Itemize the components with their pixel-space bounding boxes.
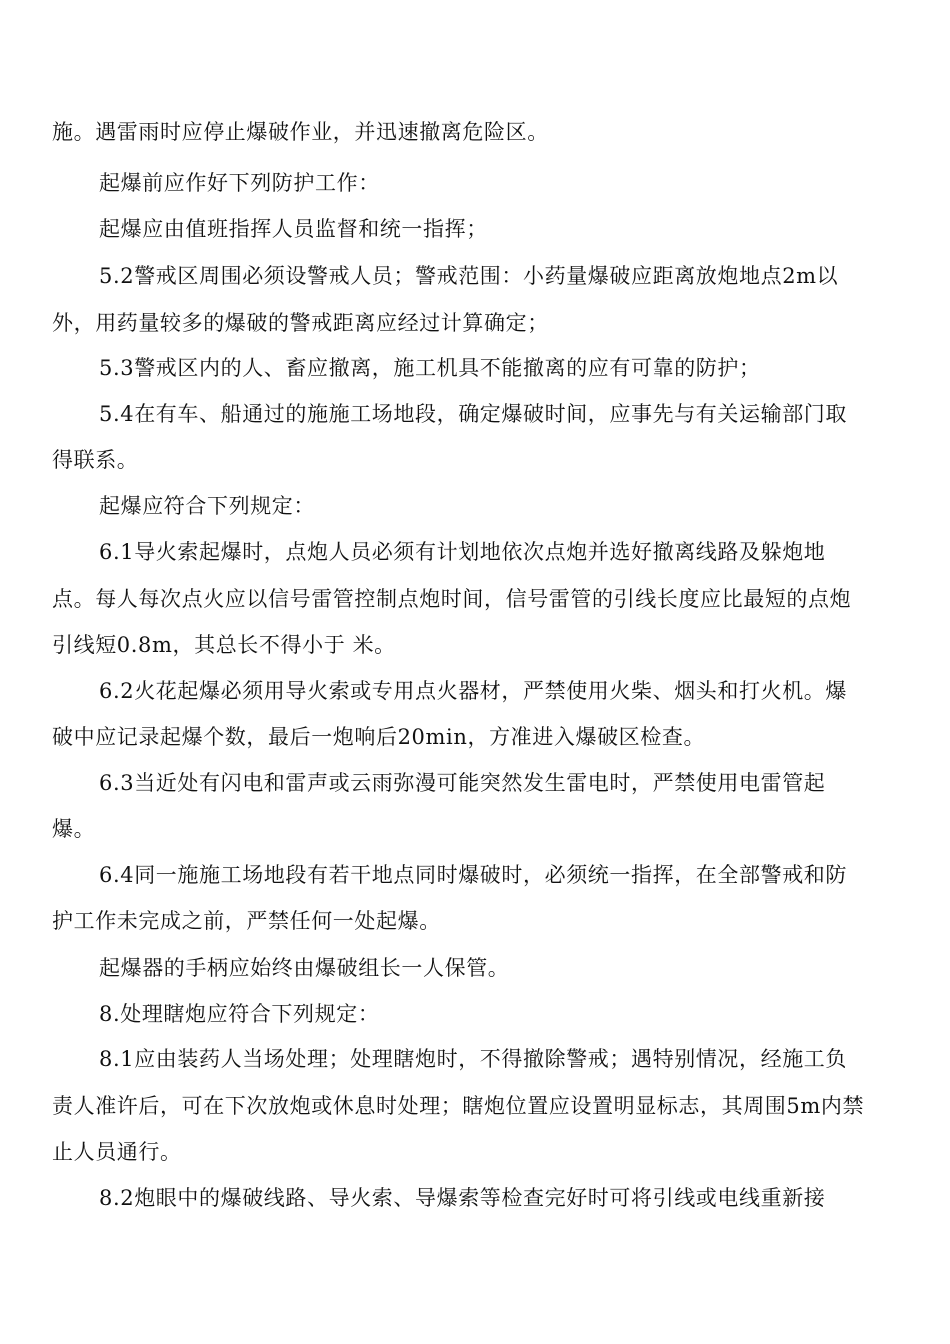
text-line: 引线短0.8m，其总长不得小于 米。 bbox=[52, 633, 396, 657]
text-line: 破中应记录起爆个数，最后一炮响后20min，方准进入爆破区检查。 bbox=[52, 725, 706, 749]
text-line: 起爆应由值班指挥人员监督和统一指挥； bbox=[99, 217, 488, 241]
text-line: 止人员通行。 bbox=[52, 1140, 182, 1164]
text-line: 6.3当近处有闪电和雷声或云雨弥漫可能突然发生雷电时，严禁使用电雷管起 bbox=[99, 771, 826, 795]
text-line: 5.4在有车、船通过的施施工场地段，确定爆破时间，应事先与有关运输部门取 bbox=[99, 402, 847, 426]
text-line: 6.4同一施施工场地段有若干地点同时爆破时，必须统一指挥，在全部警戒和防 bbox=[99, 863, 847, 887]
text-line: 5.2警戒区周围必须设警戒人员；警戒范围：小药量爆破应距离放炮地点2m以 bbox=[99, 264, 839, 288]
text-line: 8.2炮眼中的爆破线路、导火索、导爆索等检查完好时可将引线或电线重新接 bbox=[99, 1186, 826, 1210]
text-line: 外，用药量较多的爆破的警戒距离应经过计算确定； bbox=[52, 311, 549, 335]
text-line: 8.1应由装药人当场处理；处理瞎炮时，不得撤除警戒；遇特别情况，经施工负 bbox=[99, 1047, 847, 1071]
text-line: 爆。 bbox=[52, 817, 96, 841]
text-line: 5.3警戒区内的人、畜应撤离，施工机具不能撤离的应有可靠的防护； bbox=[99, 356, 761, 380]
text-line: 施。遇雷雨时应停止爆破作业，并迅速撤离危险区。 bbox=[52, 120, 549, 144]
text-line: 起爆应符合下列规定： bbox=[99, 494, 315, 518]
text-line: 6.2火花起爆必须用导火索或专用点火器材，严禁使用火柴、烟头和打火机。爆 bbox=[99, 679, 847, 703]
text-line: 8.处理瞎炮应符合下列规定： bbox=[99, 1002, 380, 1026]
text-line: 6.1导火索起爆时，点炮人员必须有计划地依次点炮并选好撤离线路及躲炮地 bbox=[99, 540, 826, 564]
text-line: 责人准许后，可在下次放炮或休息时处理；瞎炮位置应设置明显标志，其周围5m内禁 bbox=[52, 1094, 865, 1118]
text-line: 起爆前应作好下列防护工作： bbox=[99, 171, 380, 195]
text-line: 护工作未完成之前，严禁任何一处起爆。 bbox=[52, 909, 441, 933]
text-line: 得联系。 bbox=[52, 448, 139, 472]
text-line: 点。每人每次点火应以信号雷管控制点炮时间，信号雷管的引线长度应比最短的点炮 bbox=[52, 587, 852, 611]
text-line: 起爆器的手柄应始终由爆破组长一人保管。 bbox=[99, 956, 510, 980]
